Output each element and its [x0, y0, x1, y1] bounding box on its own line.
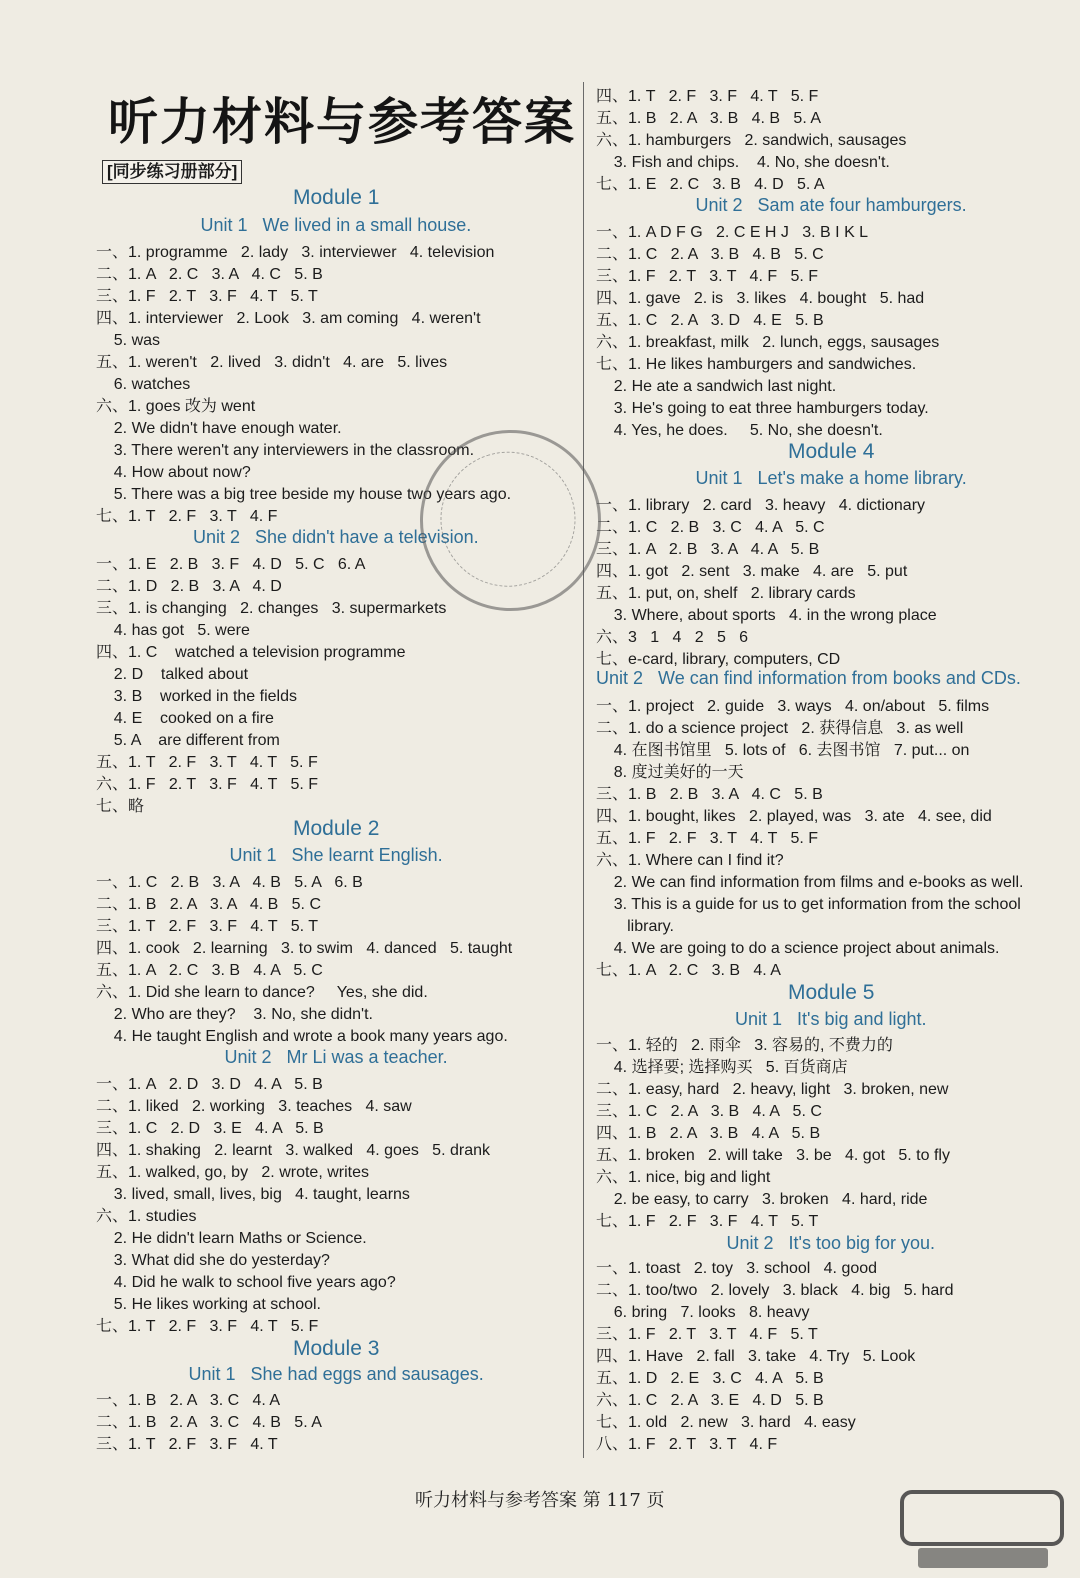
answer-line: 4. How about now? — [96, 464, 251, 481]
answer-line: 四、1. T 2. F 3. F 4. T 5. F — [596, 88, 819, 105]
answer-line: 一、1. A D F G 2. C E H J 3. B I K L — [596, 224, 869, 241]
answer-line: 2. He didn't learn Maths or Science. — [96, 1230, 367, 1247]
answer-line: 8. 度过美好的一天 — [596, 764, 744, 781]
answer-line: 五、1. T 2. F 3. T 4. T 5. F — [96, 754, 318, 771]
watermark-logo-icon — [900, 1488, 1065, 1573]
answer-line: 2. be easy, to carry 3. broken 4. hard, ride — [596, 1191, 928, 1208]
answer-line: 3. Fish and chips. 4. No, she doesn't. — [596, 154, 890, 171]
answer-line: 2. We can find information from films and e-books as well. — [596, 874, 1024, 891]
answer-line: 三、1. C 2. D 3. E 4. A 5. B — [96, 1120, 324, 1137]
unit-heading: Unit 1 It's big and light. — [735, 1009, 927, 1029]
answer-line: 七、略 — [96, 798, 145, 815]
answer-line: 4. We are going to do a science project about animals. — [596, 940, 1000, 957]
answer-line: 四、1. B 2. A 3. B 4. A 5. B — [596, 1125, 821, 1142]
answer-line: 六、3 1 4 2 5 6 — [596, 629, 749, 646]
unit-heading: Unit 2 It's too big for you. — [726, 1233, 936, 1253]
answer-line: 六、1. F 2. T 3. F 4. T 5. F — [96, 776, 319, 793]
answer-line: 6. bring 7. looks 8. heavy — [596, 1304, 810, 1321]
answer-line: 2. Who are they? 3. No, she didn't. — [96, 1006, 373, 1023]
unit-heading: Unit 2 Mr Li was a teacher. — [224, 1047, 448, 1067]
answer-line: 3. What did she do yesterday? — [96, 1252, 330, 1269]
answer-line: 四、1. bought, likes 2. played, was 3. ate 4. see, did — [596, 808, 992, 825]
answer-line: 六、1. studies — [96, 1208, 197, 1225]
answer-line: 六、1. Where can I find it? — [596, 852, 784, 869]
module-heading: Module 5 — [788, 981, 875, 1004]
answer-line: 三、1. is changing 2. changes 3. supermarkets — [96, 600, 447, 617]
module-heading: Module 3 — [293, 1337, 380, 1360]
module-heading: Module 1 — [293, 186, 380, 209]
answer-line: 三、1. T 2. F 3. F 4. T 5. T — [96, 918, 319, 935]
answer-line: 二、1. A 2. C 3. A 4. C 5. B — [96, 266, 323, 283]
answer-line: 四、1. gave 2. is 3. likes 4. bought 5. had — [596, 290, 925, 307]
answer-line: 五、1. put, on, shelf 2. library cards — [596, 585, 856, 602]
module-heading: Module 2 — [293, 817, 380, 840]
answer-line: 3. He's going to eat three hamburgers today. — [596, 400, 929, 417]
answer-line: 二、1. B 2. A 3. C 4. B 5. A — [96, 1414, 322, 1431]
page-footer: 听力材料与参考答案 第 117 页 — [415, 1490, 665, 1511]
answer-line: 3. Where, about sports 4. in the wrong place — [596, 607, 937, 624]
section-tag: [同步练习册部分] — [102, 160, 242, 184]
answer-line: 5. There was a big tree beside my house two years ago. — [96, 486, 512, 503]
answer-line: 4. Did he walk to school five years ago? — [96, 1274, 396, 1291]
answer-line: 3. There weren't any interviewers in the classroom. — [96, 442, 475, 459]
unit-heading: Unit 1 Let's make a home library. — [695, 468, 967, 488]
answer-line: 4. 选择要; 选择购买 5. 百货商店 — [596, 1059, 848, 1076]
answer-line: 五、1. B 2. A 3. B 4. B 5. A — [596, 110, 822, 127]
answer-line: 六、1. C 2. A 3. E 4. D 5. B — [596, 1392, 824, 1409]
answer-line: 三、1. B 2. B 3. A 4. C 5. B — [596, 786, 823, 803]
page-title: 听力材料与参考答案 — [108, 92, 576, 151]
answer-line: 二、1. easy, hard 2. heavy, light 3. broken, new — [596, 1081, 949, 1098]
answer-line: 三、1. C 2. A 3. B 4. A 5. C — [596, 1103, 822, 1120]
answer-line: 四、1. Have 2. fall 3. take 4. Try 5. Look — [596, 1348, 916, 1365]
answer-line: 七、e-card, library, computers, CD — [596, 651, 841, 668]
unit-heading: Unit 2 Sam ate four hamburgers. — [695, 195, 967, 215]
answer-line: 五、1. F 2. F 3. T 4. T 5. F — [596, 830, 819, 847]
answer-line: 八、1. F 2. T 3. T 4. F — [596, 1436, 778, 1453]
answer-line: 五、1. walked, go, by 2. wrote, writes — [96, 1164, 369, 1181]
unit-heading: Unit 1 She had eggs and sausages. — [188, 1364, 484, 1384]
answer-line: 三、1. T 2. F 3. F 4. T — [96, 1436, 278, 1453]
answer-line: 一、1. project 2. guide 3. ways 4. on/about 5. films — [596, 698, 990, 715]
answer-line: 一、1. 轻的 2. 雨伞 3. 容易的, 不费力的 — [596, 1037, 893, 1054]
answer-line: 四、1. cook 2. learning 3. to swim 4. danced 5. taught — [96, 940, 513, 957]
answer-line: 二、1. liked 2. working 3. teaches 4. saw — [96, 1098, 412, 1115]
unit-heading: Unit 2 She didn't have a television. — [193, 527, 479, 547]
answer-line: 七、1. T 2. F 3. T 4. F — [96, 508, 278, 525]
answer-line: 一、1. programme 2. lady 3. interviewer 4. television — [96, 244, 495, 261]
answer-line: 4. He taught English and wrote a book many years ago. — [96, 1028, 508, 1045]
answer-line: 一、1. toast 2. toy 3. school 4. good — [596, 1260, 878, 1277]
answer-line: 6. watches — [96, 376, 191, 393]
answer-line: 三、1. A 2. B 3. A 4. A 5. B — [596, 541, 820, 558]
answer-line: 二、1. C 2. A 3. B 4. B 5. C — [596, 246, 824, 263]
answer-line: 二、1. B 2. A 3. A 4. B 5. C — [96, 896, 322, 913]
unit-heading: Unit 1 She learnt English. — [229, 845, 443, 865]
answer-line: 四、1. got 2. sent 3. make 4. are 5. put — [596, 563, 908, 580]
answer-line: 七、1. A 2. C 3. B 4. A — [596, 962, 781, 979]
answer-line: 四、1. shaking 2. learnt 3. walked 4. goes 5. drank — [96, 1142, 490, 1159]
answer-line: 三、1. F 2. T 3. T 4. F 5. F — [596, 268, 819, 285]
answer-line: 五、1. D 2. E 3. C 4. A 5. B — [596, 1370, 824, 1387]
unit-heading: Unit 2 We can find information from books and CDs. — [596, 668, 1021, 688]
answer-line: 七、1. old 2. new 3. hard 4. easy — [596, 1414, 856, 1431]
answer-line: 4. has got 5. were — [96, 622, 250, 639]
answer-line: 5. He likes working at school. — [96, 1296, 321, 1313]
answer-line: 二、1. D 2. B 3. A 4. D — [96, 578, 282, 595]
answer-line: 4. 在图书馆里 5. lots of 6. 去图书馆 7. put... on — [596, 742, 970, 759]
answer-line: 二、1. do a science project 2. 获得信息 3. as well — [596, 720, 964, 737]
answer-line: 三、1. F 2. T 3. F 4. T 5. T — [96, 288, 318, 305]
answer-line: 六、1. nice, big and light — [596, 1169, 771, 1186]
answer-line: 七、1. He likes hamburgers and sandwiches. — [596, 356, 917, 373]
module-heading: Module 4 — [788, 440, 875, 463]
answer-line: 一、1. A 2. D 3. D 4. A 5. B — [96, 1076, 323, 1093]
answer-line: library. — [596, 918, 674, 935]
answer-line: 七、1. T 2. F 3. F 4. T 5. F — [96, 1318, 319, 1335]
answer-line: 五、1. C 2. A 3. D 4. E 5. B — [596, 312, 824, 329]
answer-line: 六、1. breakfast, milk 2. lunch, eggs, sausages — [596, 334, 940, 351]
answer-line: 二、1. C 2. B 3. C 4. A 5. C — [596, 519, 825, 536]
answer-line: 2. We didn't have enough water. — [96, 420, 342, 437]
answer-line: 六、1. goes 改为 went — [96, 398, 256, 415]
answer-line: 4. Yes, he does. 5. No, she doesn't. — [596, 422, 883, 439]
answer-line: 5. was — [96, 332, 161, 349]
answer-line: 一、1. B 2. A 3. C 4. A — [96, 1392, 281, 1409]
answer-line: 二、1. too/two 2. lovely 3. black 4. big 5. hard — [596, 1282, 954, 1299]
unit-heading: Unit 1 We lived in a small house. — [200, 215, 472, 235]
answer-line: 七、1. F 2. F 3. F 4. T 5. T — [596, 1213, 819, 1230]
answer-line: 2. He ate a sandwich last night. — [596, 378, 837, 395]
answer-line: 四、1. C watched a television programme — [96, 644, 406, 661]
answer-line: 5. A are different from — [96, 732, 280, 749]
answer-line: 3. lived, small, lives, big 4. taught, learns — [96, 1186, 410, 1203]
answer-line: 六、1. Did she learn to dance? Yes, she did. — [96, 984, 428, 1001]
answer-line: 3. This is a guide for us to get information from the school — [596, 896, 1021, 913]
answer-line: 七、1. E 2. C 3. B 4. D 5. A — [596, 176, 825, 193]
answer-line: 一、1. library 2. card 3. heavy 4. dictionary — [596, 497, 926, 514]
column-divider — [583, 82, 584, 1458]
answer-line: 五、1. A 2. C 3. B 4. A 5. C — [96, 962, 323, 979]
answer-line: 2. D talked about — [96, 666, 249, 683]
answer-line: 六、1. hamburgers 2. sandwich, sausages — [596, 132, 907, 149]
answer-line: 三、1. F 2. T 3. T 4. F 5. T — [596, 1326, 818, 1343]
answer-line: 四、1. interviewer 2. Look 3. am coming 4. weren't — [96, 310, 481, 327]
answer-line: 五、1. broken 2. will take 3. be 4. got 5. to fly — [596, 1147, 950, 1164]
answer-line: 一、1. E 2. B 3. F 4. D 5. C 6. A — [96, 556, 366, 573]
answer-line: 一、1. C 2. B 3. A 4. B 5. A 6. B — [96, 874, 363, 891]
answer-line: 4. E cooked on a fire — [96, 710, 274, 727]
answer-line: 五、1. weren't 2. lived 3. didn't 4. are 5. lives — [96, 354, 448, 371]
answer-line: 3. B worked in the fields — [96, 688, 297, 705]
